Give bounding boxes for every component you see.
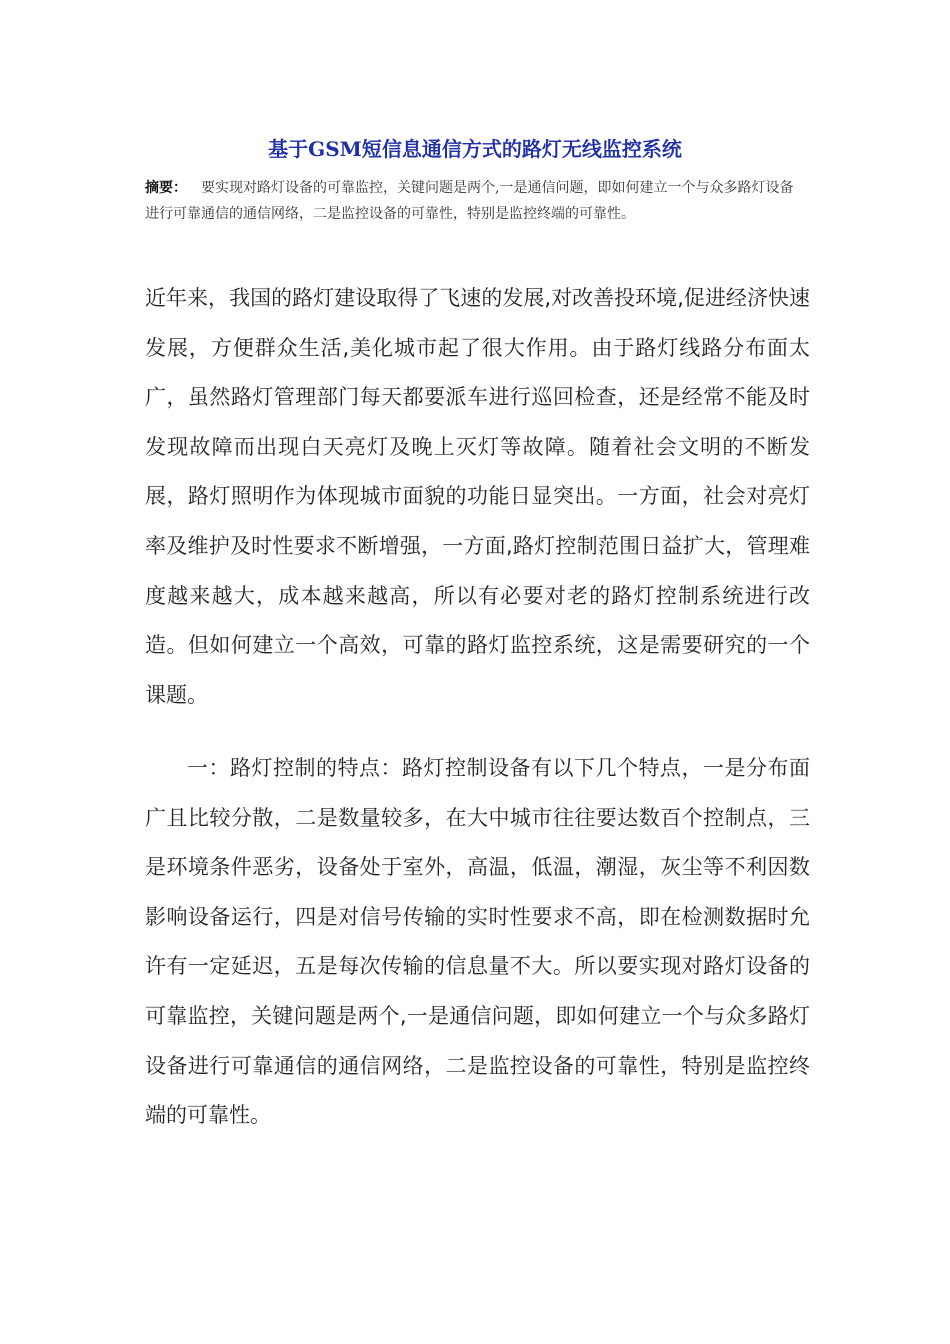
abstract-label: 摘要： bbox=[145, 180, 187, 196]
abstract-text: 要实现对路灯设备的可靠监控，关键问题是两个,一是通信问题，即如何建立一个与众多路灯设备进行可靠通信的通信网络，二是监控设备的可靠性，特别是监控终端的可靠性。 bbox=[145, 180, 794, 222]
paragraph-intro: 近年来，我国的路灯建设取得了飞速的发展,对改善投环境,促进经济快速发展，方便群众生活,美化城市起了很大作用。由于路灯线路分布面太广，虽然路灯管理部门每天都要派车进行巡回检查，还是经常不能及时发现故障而出现白天亮灯及晚上灭灯等故障。随着社会文明的不断发展，路灯照明作为体现城市面貌的功能日显突出。一方面，社会对亮灯率及维护及时性要求不断增强，一方面,路灯控制范围日益扩大，管理难度越来越大，成本越来越高，所以有必要对老的路灯控制系统进行改造。但如何建立一个高效，可靠的路灯监控系统，这是需要研究的一个课题。 bbox=[145, 286, 810, 707]
abstract bbox=[145, 175, 807, 227]
document-title: 基于GSM短信息通信方式的路灯无线监控系统 bbox=[268, 137, 682, 161]
paragraph-features: 一：路灯控制的特点：路灯控制设备有以下几个特点，一是分布面广且比较分散，二是数量较多，在大中城市往往要达数百个控制点，三是环境条件恶劣，设备处于室外，高温，低温，潮湿，灰尘等不利因数影响设备运行，四是对信号传输的实时性要求不高，即在检测数据时允许有一定延迟，五是每次传输的信息量不大。所以要实现对路灯设备的可靠监控，关键问题是两个,一是通信问题，即如何建立一个与众多路灯设备进行可靠通信的通信网络，二是监控设备的可靠性，特别是监控终端的可靠性。 bbox=[145, 756, 810, 1128]
